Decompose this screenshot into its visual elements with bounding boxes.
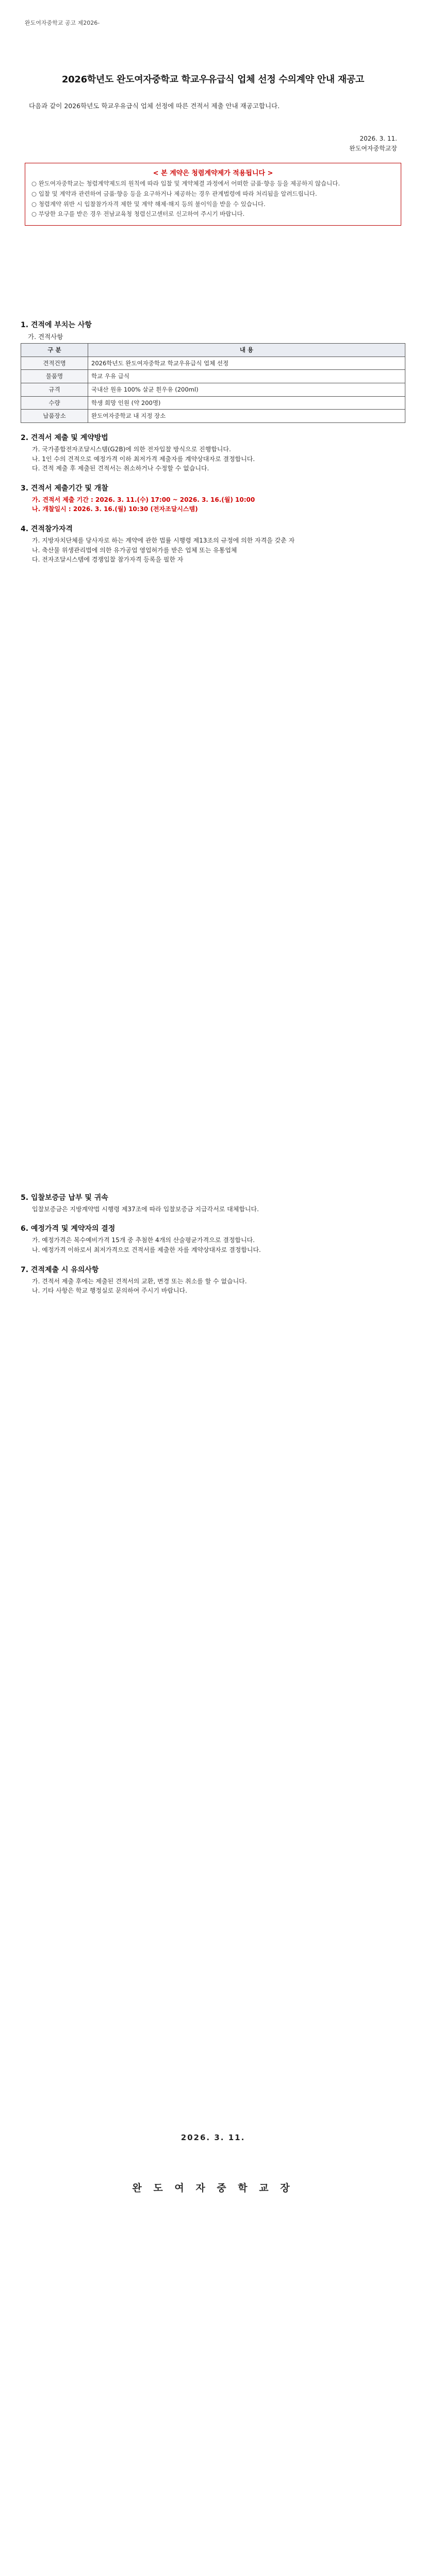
section-1 [21, 319, 405, 423]
table-row [21, 410, 405, 423]
section-line: 다. 견적 제출 후 제출된 견적서는 취소하거나 수정할 수 없습니다. [32, 465, 209, 472]
section-heading: 6. 예정가격 및 계약자의 결정 [21, 1225, 116, 1233]
doc-number: 완도여자중학교 공고 제2026- [25, 20, 100, 26]
notice-title: < 본 계약은 청렴계약제가 적용됩니다 > [153, 170, 273, 177]
estimate-table [21, 343, 405, 423]
principal-signature: 완 도 여 자 중 학 교 장 [132, 2182, 294, 2194]
section-6 [21, 1223, 405, 1255]
section-line: 나. 예정가격 이하로서 최저가격으로 견적서를 제출한 자를 계약상대자로 결정합니다. [32, 1246, 261, 1253]
integrity-notice-box [25, 163, 401, 226]
section-3 [21, 483, 405, 514]
section-4 [21, 523, 405, 565]
section-line: 나. 축산물 위생관리법에 의한 유가공업 영업허가를 받은 업체 또는 유통업체 [32, 546, 237, 554]
table-header: 내 용 [88, 344, 405, 357]
section-7 [21, 1264, 405, 1296]
section-heading: 2. 견적서 제출 및 계약방법 [21, 434, 108, 443]
table-cell: 물품명 [21, 370, 88, 383]
intro-text: 다음과 같이 2026학년도 학교우유급식 업체 선정에 따른 견적서 제출 안내 재공고합니다. [29, 102, 280, 110]
table-header: 구 분 [21, 344, 88, 357]
section-heading: 1. 견적에 부치는 사항 [21, 321, 92, 329]
table-cell: 납품장소 [21, 410, 88, 423]
section-heading: 4. 견적참가자격 [21, 525, 73, 533]
notice-line: ○ 청렴계약 위반 시 입찰참가자격 제한 및 계약 해제·해지 등의 불이익을 받을 수 있습니다. [31, 200, 266, 208]
table-cell: 수량 [21, 396, 88, 410]
section-heading: 3. 견적서 제출기간 및 개찰 [21, 484, 108, 493]
table-cell: 학생 희망 인원 (약 200명) [88, 396, 405, 410]
section-line: 가. 국가종합전자조달시스템(G2B)에 의한 전자입찰 방식으로 진행합니다. [32, 446, 231, 453]
table-row [21, 396, 405, 410]
notice-line: ○ 입찰 및 계약과 관련하여 금품·향응 등을 요구하거나 제공하는 경우 관계법령에 따라 처리됨을 알려드립니다. [31, 190, 317, 197]
table-row [21, 370, 405, 383]
table-cell: 완도여자중학교 내 지정 장소 [88, 410, 405, 423]
submission-period: 가. 견적서 제출 기간 : 2026. 3. 11.(수) 17:00 ~ 2026. 3. 16.(월) 10:00 [32, 496, 255, 503]
section-line: 가. 지방자치단체를 당사자로 하는 계약에 관한 법률 시행령 제13조의 규정에 의한 자격을 갖춘 자 [32, 537, 295, 544]
table-row [21, 357, 405, 370]
sign-date: 2026. 3. 11. [181, 2133, 245, 2142]
main-content [21, 319, 405, 1305]
issuer-name: 완도여자중학교장 [349, 145, 397, 152]
table-cell: 견적건명 [21, 357, 88, 370]
section-line: 가. 견적서 제출 후에는 제출된 견적서의 교환, 변경 또는 취소를 할 수 없습니다. [32, 1277, 247, 1285]
section-line: 다. 전자조달시스템에 경쟁입찰 참가자격 등록을 필한 자 [32, 556, 184, 564]
section-line: 가. 예정가격은 복수예비가격 15개 중 추첨한 4개의 산술평균가격으로 결정합니다. [32, 1236, 255, 1244]
section-2 [21, 432, 405, 473]
section-subheading: 가. 견적사항 [28, 333, 63, 341]
table-row [21, 383, 405, 397]
section-heading: 7. 견적제출 시 유의사항 [21, 1265, 99, 1274]
notice-line: ○ 완도여자중학교는 청렴계약제도의 원칙에 따라 입찰 및 계약체결 과정에서 어떠한 금품·향응 등을 제공하지 않습니다. [31, 180, 340, 187]
page-title: 2026학년도 완도여자중학교 학교우유급식 업체 선정 수의계약 안내 재공고 [61, 74, 365, 85]
issue-date: 2026. 3. 11. [359, 135, 397, 142]
title-block [21, 72, 405, 86]
table-cell: 규격 [21, 383, 88, 397]
section-5 [21, 1192, 405, 1214]
opening-date: 나. 개찰일시 : 2026. 3. 16.(월) 10:30 (전자조달시스템) [32, 505, 198, 513]
table-cell: 2026학년도 완도여자중학교 학교우유급식 업체 선정 [88, 357, 405, 370]
table-header-row [21, 344, 405, 357]
section-line: 나. 1인 수의 견적으로 예정가격 이하 최저가격 제출자를 계약상대자로 결정합니다. [32, 455, 255, 463]
table-cell: 학교 우유 급식 [88, 370, 405, 383]
notice-line: ○ 부당한 요구를 받은 경우 전남교육청 청렴신고센터로 신고하여 주시기 바랍니다. [31, 210, 245, 218]
section-heading: 5. 입찰보증금 납부 및 귀속 [21, 1193, 108, 1202]
date-issuer [349, 134, 397, 154]
section-line: 입찰보증금은 지방계약법 시행령 제37조에 따라 입찰보증금 지급각서로 대체합니다. [32, 1205, 259, 1213]
section-line: 나. 기타 사항은 학교 행정실로 문의하여 주시기 바랍니다. [32, 1287, 187, 1295]
table-cell: 국내산 원유 100% 살균 흰우유 (200ml) [88, 383, 405, 397]
